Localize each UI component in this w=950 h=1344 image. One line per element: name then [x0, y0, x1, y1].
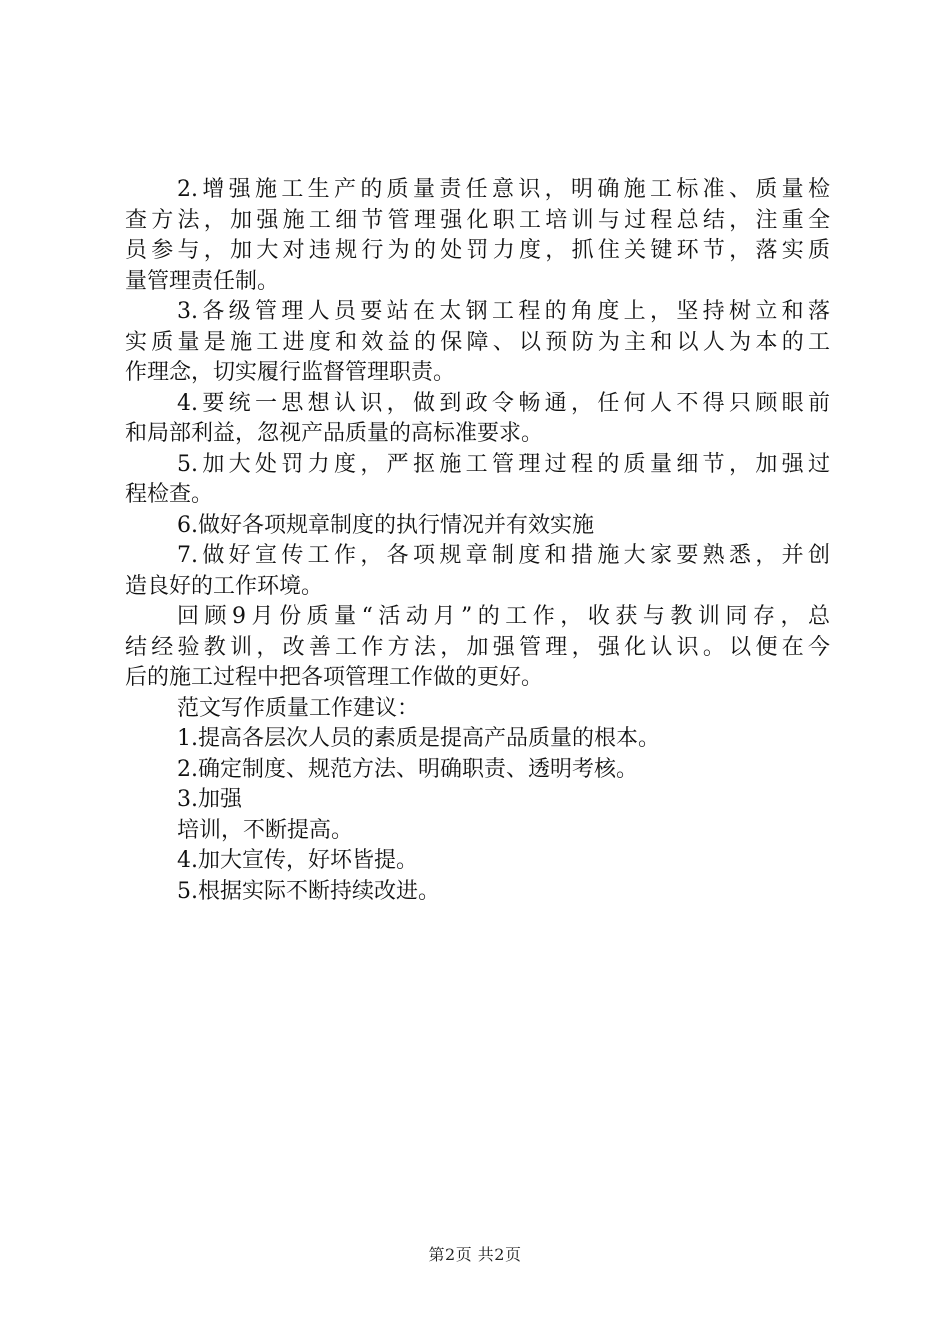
document-body	[125, 175, 830, 907]
paragraph-line: 实质量是施工进度和效益的保障、以预防为主和以人为本的工	[125, 329, 830, 355]
paragraph-line: 和局部利益，忽视产品质量的高标准要求。	[125, 421, 544, 446]
paragraph-line: 4.要统一思想认识，做到政令畅通，任何人不得只顾眼前	[177, 390, 830, 416]
paragraph-line: 3.各级管理人员要站在太钢工程的角度上，坚持树立和落	[177, 299, 830, 324]
paragraph-line: 回顾9月份质量“活动月”的工作，收获与教训同存，总	[177, 604, 830, 629]
paragraph-line: 造良好的工作环境。	[125, 573, 324, 599]
paragraph-line: 作理念，切实履行监督管理职责。	[125, 360, 456, 385]
paragraph-line: 程检查。	[125, 482, 214, 507]
paragraph-line: 后的施工过程中把各项管理工作做的更好。	[125, 665, 544, 690]
list-item: 3.加强	[177, 787, 242, 812]
section-heading: 范文写作质量工作建议：	[177, 695, 420, 721]
paragraph-line: 员参与，加大对违规行为的处罚力度，抓住关键环节，落实质	[125, 238, 830, 263]
paragraph-line: 2.增强施工生产的质量责任意识，明确施工标准、质量检	[177, 177, 830, 202]
page-number-footer: 第2页 共2页	[428, 1245, 522, 1264]
list-item: 2.确定制度、规范方法、明确职责、透明考核。	[177, 756, 638, 782]
paragraph-line: 量管理责任制。	[125, 268, 280, 294]
list-item: 1.提高各层次人员的素质是提高产品质量的根本。	[177, 726, 660, 751]
list-item: 培训，不断提高。	[177, 817, 354, 843]
paragraph-line: 查方法，加强施工细节管理强化职工培训与过程总结，注重全	[125, 207, 830, 233]
paragraph-line: 6.做好各项规章制度的执行情况并有效实施	[177, 512, 594, 538]
paragraph-line: 结经验教训，改善工作方法，加强管理，强化认识。以便在今	[125, 634, 830, 660]
list-item: 4.加大宣传，好坏皆提。	[177, 848, 418, 873]
paragraph-line: 7.做好宣传工作，各项规章制度和措施大家要熟悉，并创	[177, 543, 830, 568]
list-item: 5.根据实际不断持续改进。	[177, 878, 440, 904]
paragraph-line: 5.加大处罚力度，严抠施工管理过程的质量细节，加强过	[177, 451, 830, 477]
